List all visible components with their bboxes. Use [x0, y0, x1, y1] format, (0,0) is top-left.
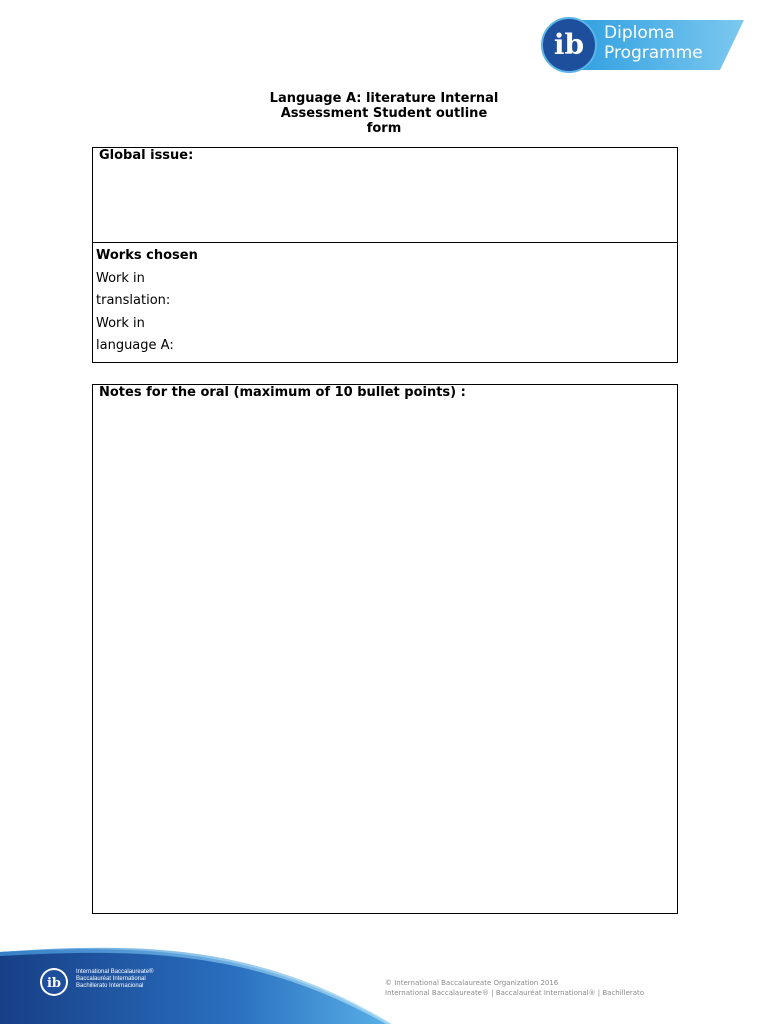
- logo-text: [604, 23, 703, 63]
- footer-brand-line3: Bachillerato Internacional: [76, 983, 144, 989]
- work-translation-label-2: translation:: [96, 293, 171, 308]
- title-line1: Language A: literature Internal: [269, 91, 499, 106]
- global-issue-label: Global issue:: [99, 148, 194, 163]
- notes-label: Notes for the oral (maximum of 10 bullet points) :: [99, 385, 466, 400]
- notes-field[interactable]: [92, 384, 678, 914]
- title-line3: form: [366, 121, 402, 136]
- footer-brand-line2: Baccalauréat International: [76, 976, 146, 982]
- ib-diploma-logo: [540, 16, 744, 74]
- works-chosen-heading: Works chosen: [96, 248, 198, 263]
- work-language-a-label-1: Work in: [96, 316, 145, 331]
- works-chosen-field[interactable]: [92, 242, 678, 363]
- footer-legal: [385, 978, 644, 998]
- footer-brand-text: [76, 969, 153, 990]
- work-language-a-label-2: language A:: [96, 338, 174, 353]
- page-title: [240, 91, 528, 136]
- work-translation-label-1: Work in: [96, 271, 145, 286]
- footer-brand-line1: International Baccalaureate®: [76, 969, 154, 975]
- logo-mark: ib: [553, 28, 585, 61]
- global-issue-field[interactable]: [92, 147, 678, 243]
- footer-trademark: International Baccalaureate® | Baccalauréat International® | Bachillerato: [385, 989, 645, 997]
- logo-line1: Diploma: [604, 23, 675, 43]
- logo-line2: Programme: [604, 43, 703, 63]
- footer-copyright: © International Baccalaureate Organization 2016: [385, 979, 559, 987]
- footer-logo-mark: ib: [46, 976, 62, 991]
- title-line2: Assessment Student outline: [280, 106, 488, 121]
